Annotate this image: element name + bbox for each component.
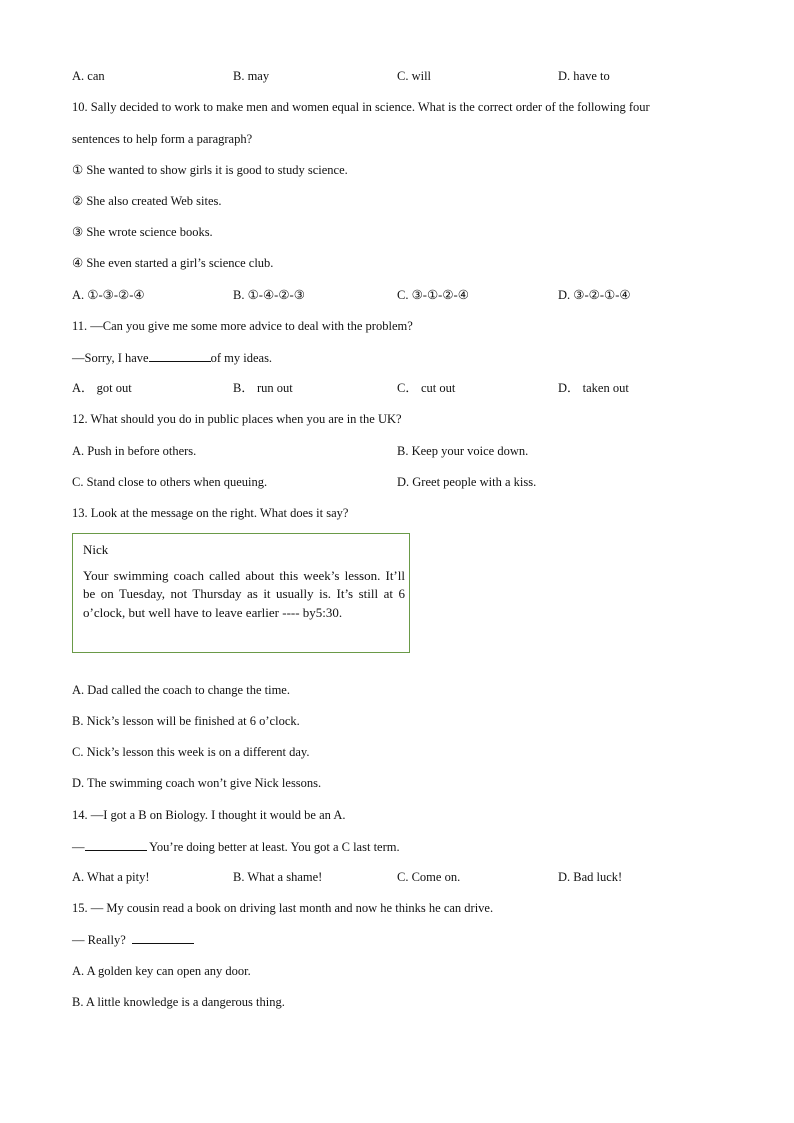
q13-option-d[interactable]: D. The swimming coach won’t give Nick lessons. (72, 776, 322, 790)
q15-answer-blank[interactable] (132, 931, 194, 944)
q9-options (72, 68, 732, 84)
q11-reply-after: of my ideas. (210, 351, 273, 365)
q12-options-row1 (72, 443, 732, 459)
q10-sentence-4: ④ She even started a girl’s science club. (72, 256, 274, 270)
q14-reply-after: You’re doing better at least. You got a C last term. (146, 840, 400, 854)
q11-reply-before: —Sorry, I have (72, 351, 149, 365)
q12-option-d[interactable]: D. Greet people with a kiss. (397, 475, 537, 489)
q14-answer-blank[interactable] (85, 838, 147, 851)
q12-option-a[interactable]: A. Push in before others. (72, 444, 197, 458)
q12-option-b[interactable]: B. Keep your voice down. (397, 444, 529, 458)
q12-options-row2 (72, 474, 732, 490)
q14-option-c[interactable]: C. Come on. (397, 870, 461, 884)
q14-option-a[interactable]: A. What a pity! (72, 870, 150, 884)
q11-option-c[interactable]: C． cut out (397, 381, 456, 395)
q12-option-c[interactable]: C. Stand close to others when queuing. (72, 475, 268, 489)
q14-options (72, 869, 732, 885)
q10-option-a[interactable]: A. ①-③-②-④ (72, 288, 145, 302)
q12-stem: 12. What should you do in public places when you are in the UK? (72, 412, 402, 426)
q15-option-b[interactable]: B. A little knowledge is a dangerous thing. (72, 995, 285, 1009)
q11-reply (72, 349, 272, 366)
q11-stem: 11. —Can you give me some more advice to deal with the problem? (72, 319, 413, 333)
q10-stem-line2: sentences to help form a paragraph? (72, 132, 253, 146)
q10-sentence-2: ② She also created Web sites. (72, 194, 222, 208)
q9-option-b[interactable]: B. may (233, 69, 270, 83)
message-body: Your swimming coach called about this week’s lesson. It’ll be on Tuesday, not Thursday as it usually is. It’s still at 6 o’clock, but well have to leave earlier ---- by5:30. (83, 568, 405, 620)
q9-option-c[interactable]: C. will (397, 69, 432, 83)
q10-sentence-1: ① She wanted to show girls it is good to study science. (72, 163, 348, 177)
message-box (72, 533, 410, 653)
q10-option-d[interactable]: D. ③-②-①-④ (558, 288, 631, 302)
q10-sentence-3: ③ She wrote science books. (72, 225, 213, 239)
q11-options (72, 380, 732, 396)
q10-option-b[interactable]: B. ①-④-②-③ (233, 288, 305, 302)
q14-stem: 14. —I got a B on Biology. I thought it would be an A. (72, 808, 346, 822)
q10-options (72, 287, 732, 303)
q13-stem: 13. Look at the message on the right. What does it say? (72, 506, 349, 520)
q14-reply-before: — (72, 840, 85, 854)
q9-option-a[interactable]: A. can (72, 69, 105, 83)
q14-reply (72, 838, 400, 855)
q9-option-d[interactable]: D. have to (558, 69, 610, 83)
q14-option-b[interactable]: B. What a shame! (233, 870, 323, 884)
q15-reply-before: — Really? (72, 933, 133, 947)
q11-option-d[interactable]: D． taken out (558, 381, 629, 395)
q10-option-c[interactable]: C. ③-①-②-④ (397, 288, 469, 302)
q13-option-c[interactable]: C. Nick’s lesson this week is on a different day. (72, 745, 310, 759)
message-recipient: Nick (83, 542, 109, 557)
q13-option-b[interactable]: B. Nick’s lesson will be finished at 6 o’clock. (72, 714, 300, 728)
q11-option-a[interactable]: A． got out (72, 381, 132, 395)
q15-reply (72, 931, 194, 948)
q15-stem: 15. — My cousin read a book on driving last month and now he thinks he can drive. (72, 901, 494, 915)
q10-stem-line1: 10. Sally decided to work to make men and women equal in science. What is the correct order of the following four (72, 100, 650, 114)
q11-answer-blank[interactable] (149, 349, 211, 362)
q15-option-a[interactable]: A. A golden key can open any door. (72, 964, 251, 978)
q13-option-a[interactable]: A. Dad called the coach to change the time. (72, 683, 290, 697)
q14-option-d[interactable]: D. Bad luck! (558, 870, 623, 884)
q11-option-b[interactable]: B． run out (233, 381, 293, 395)
